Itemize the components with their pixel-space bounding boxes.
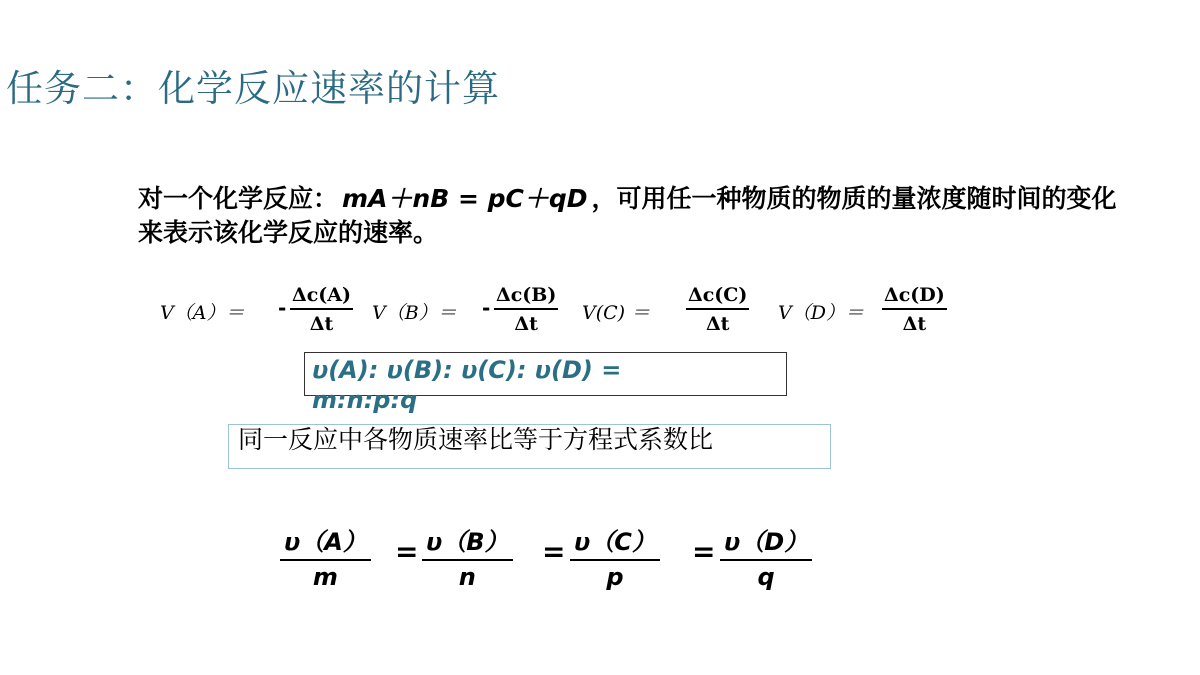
big-fraction-b (422, 522, 513, 591)
rate-b-lhs: V（B）＝ (372, 302, 457, 324)
rate-ratio-equation (280, 522, 880, 592)
rate-ratio-text: υ(A): υ(B): υ(C): υ(D) = m:n:p:q (312, 356, 622, 414)
rate-d-denominator: Δt (902, 313, 927, 335)
rate-a-denominator: Δt (309, 313, 334, 335)
intro-suffix: ，可用任一种物质的物质的量浓度随时间的变化来表示该化学反应的速率。 (138, 184, 1117, 247)
rate-d-numerator: Δc(D) (882, 284, 947, 310)
rate-b-sign: - (482, 296, 491, 320)
reaction-equation: mA＋nB = pC＋qD (342, 184, 588, 213)
big-denominator-d: q (757, 563, 775, 591)
slide-title: 任务二：化学反应速率的计算 (6, 67, 500, 110)
big-fraction-a (280, 522, 371, 591)
big-numerator-b: υ（B） (422, 522, 513, 561)
intro-prefix: 对一个化学反应： (138, 184, 339, 213)
rate-d-fraction (882, 284, 947, 335)
rate-c-denominator: Δt (705, 313, 730, 335)
rate-c-lhs: V(C) ＝ (582, 302, 651, 324)
rate-d-lhs: V（D）＝ (778, 302, 864, 324)
big-numerator-c: υ（C） (570, 522, 660, 561)
rate-a-lhs: V（A）＝ (160, 302, 245, 324)
big-fraction-d (720, 522, 812, 591)
rate-b-numerator: Δc(B) (494, 284, 558, 310)
big-fraction-c (570, 522, 660, 591)
big-numerator-a: υ（A） (280, 522, 371, 561)
rate-a-numerator: Δc(A) (290, 284, 353, 310)
big-numerator-d: υ（D） (720, 522, 812, 561)
equals-sign-1: = (395, 535, 419, 568)
rate-c-fraction (686, 284, 749, 335)
equals-sign-2: = (542, 535, 566, 568)
rate-b-fraction (494, 284, 558, 335)
big-denominator-b: n (458, 563, 476, 591)
intro-paragraph (138, 182, 1138, 250)
rate-definitions (160, 284, 960, 344)
rate-a-fraction (290, 284, 353, 335)
big-denominator-c: p (606, 563, 624, 591)
rule-text: 同一反应中各物质速率比等于方程式系数比 (238, 425, 714, 454)
rate-a-sign: - (278, 296, 287, 320)
rate-b-denominator: Δt (514, 313, 538, 335)
big-denominator-a: m (312, 563, 338, 591)
equals-sign-3: = (692, 535, 716, 568)
rate-c-numerator: Δc(C) (686, 284, 749, 310)
